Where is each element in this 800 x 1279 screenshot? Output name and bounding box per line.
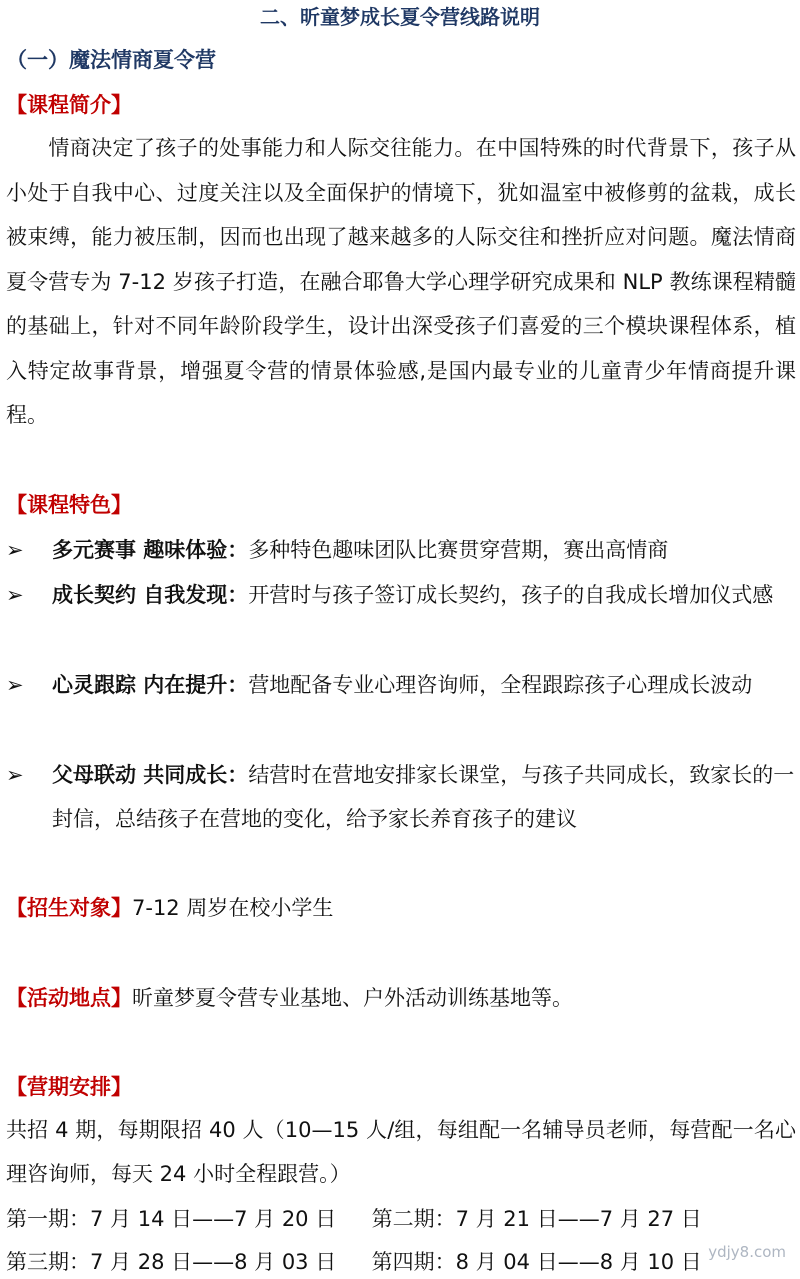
intro-paragraph xyxy=(6,126,796,438)
intro-text: 情商决定了孩子的处事能力和人际交往能力。在中国特殊的时代背景下，孩子从小处于自我中心、过度关注以及全面保护的情境下，犹如温室中被修剪的盆栽，成长被束缚，能力被压制，因而也出现了越来越多的人际交往和挫折应对问题。魔法情商夏令营专为 7-12 岁孩子打造，在融合耶鲁大学心理学研究成果和 NLP 教练课程精髓的基础上，针对不同年龄阶段学生，设计出深受孩子们喜爱的三个模块课程体系，植入特定故事背景，增强夏令营的情景体验感,是国内最专业的儿童青少年情商提升课程。 xyxy=(6,136,796,427)
intro-heading: 【课程简介】 xyxy=(6,93,132,117)
session-dates: 8 月 04 日——8 月 10 日 xyxy=(455,1250,702,1274)
session-dates: 7 月 21 日——7 月 27 日 xyxy=(455,1207,702,1231)
location-text: 昕童梦夏令营专业基地、户外活动训练基地等。 xyxy=(132,986,573,1010)
features-heading: 【课程特色】 xyxy=(6,493,132,517)
feature-item xyxy=(6,753,796,841)
feature-text: 开营时与孩子签订成长契约，孩子的自我成长增加仪式感 xyxy=(248,583,774,607)
location-heading: 【活动地点】 xyxy=(6,986,132,1010)
section-subtitle: （一）魔法情商夏令营 xyxy=(6,48,216,72)
feature-item xyxy=(6,573,796,617)
feature-lead: 成长契约 自我发现： xyxy=(52,583,249,607)
feature-lead: 多元赛事 趣味体验： xyxy=(52,538,249,562)
session-row xyxy=(6,1247,792,1277)
session-label: 第一期： xyxy=(6,1207,90,1231)
session-dates: 7 月 14 日——7 月 20 日 xyxy=(90,1207,337,1231)
feature-text: 多种特色趣味团队比赛贯穿营期，赛出高情商 xyxy=(248,538,669,562)
schedule-paragraph: 共招 4 期，每期限招 40 人（10—15 人/组，每组配一名辅导员老师，每营配一名心理咨询师，每天 24 小时全程跟营。） xyxy=(6,1118,796,1186)
feature-text: 结营时在营地安排家长课堂，与孩子共同成长，致家长的一封信，总结孩子在营地的变化，给予家长养育孩子的建议 xyxy=(52,763,795,831)
watermark: ydjy8.com xyxy=(708,1243,786,1261)
bullet-arrow-icon: ➢ xyxy=(6,583,24,607)
location-line xyxy=(6,983,792,1013)
feature-lead: 心灵跟踪 内在提升： xyxy=(52,673,249,697)
bullet-arrow-icon: ➢ xyxy=(6,538,24,562)
bullet-arrow-icon: ➢ xyxy=(6,673,24,697)
feature-item xyxy=(6,663,796,707)
bullet-arrow-icon: ➢ xyxy=(6,763,24,787)
schedule-heading: 【营期安排】 xyxy=(6,1075,132,1099)
session-label: 第四期： xyxy=(371,1250,456,1274)
enrollment-heading: 【招生对象】 xyxy=(6,896,132,920)
page-title: 二、昕童梦成长夏令营线路说明 xyxy=(260,5,540,29)
session-dates: 7 月 28 日——8 月 03 日 xyxy=(90,1250,337,1274)
session-label: 第三期： xyxy=(6,1250,90,1274)
feature-text: 营地配备专业心理咨询师，全程跟踪孩子心理成长波动 xyxy=(248,673,753,697)
enrollment-text: 7-12 周岁在校小学生 xyxy=(132,896,334,920)
session-label: 第二期： xyxy=(371,1207,456,1231)
enrollment-line xyxy=(6,893,792,923)
feature-lead: 父母联动 共同成长： xyxy=(52,763,249,787)
session-row xyxy=(6,1204,792,1234)
feature-item xyxy=(6,528,796,572)
